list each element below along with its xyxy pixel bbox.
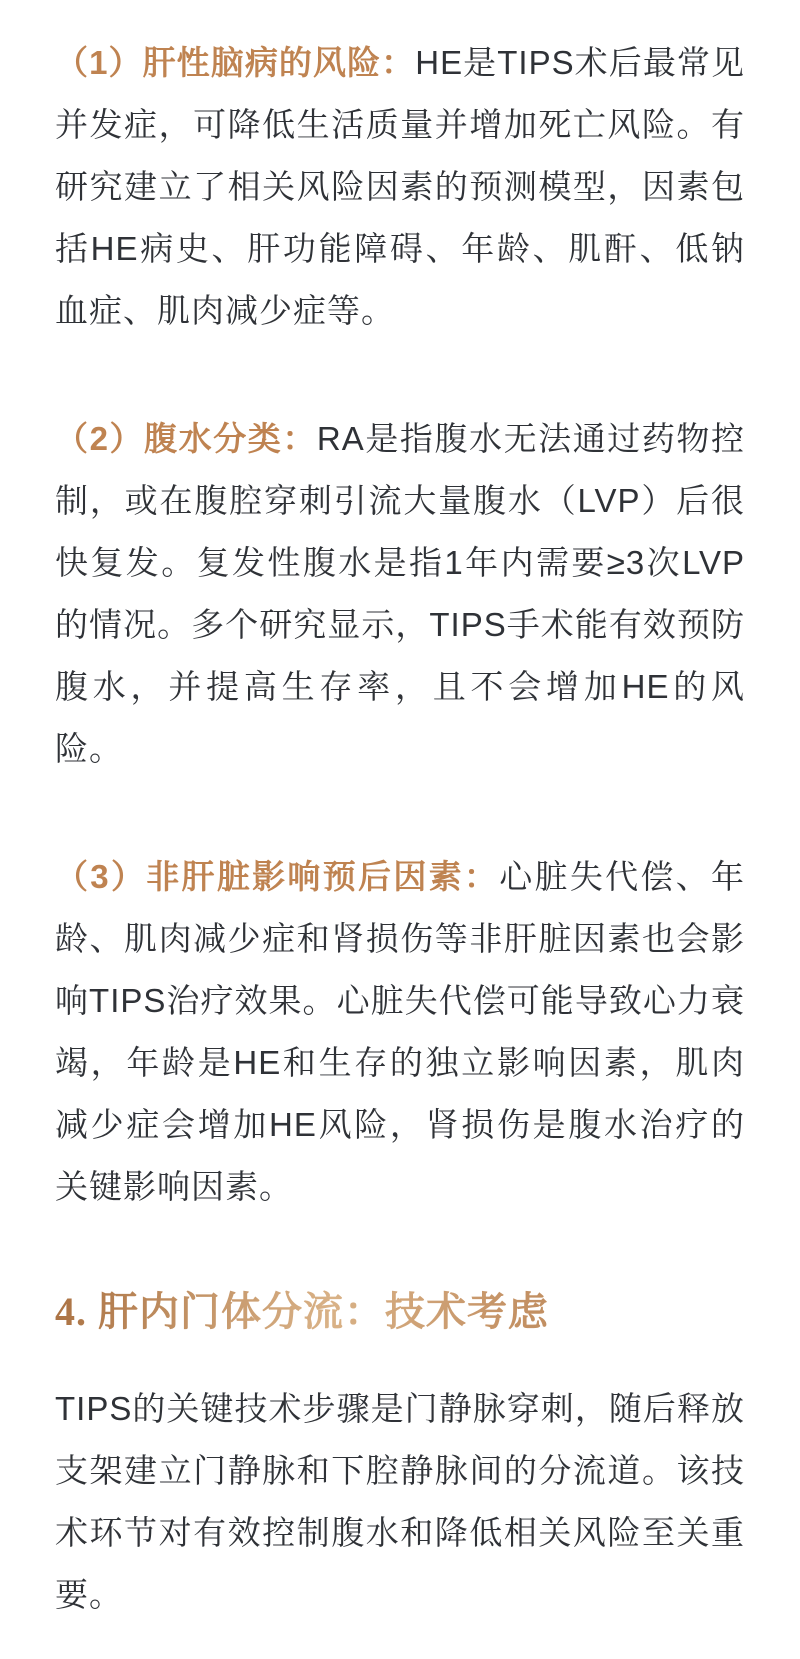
- paragraph-non-liver-factors: [55, 846, 745, 1218]
- paragraph-ascites-classification-lead: （2）腹水分类：: [55, 420, 317, 457]
- paragraph-non-liver-factors-lead: （3）非肝脏影响预后因素：: [55, 858, 500, 895]
- section-heading-tips-technical: 4. 肝内门体分流：技术考虑: [55, 1284, 745, 1340]
- paragraph-he-risk-text: HE是TIPS术后最常见并发症，可降低生活质量并增加死亡风险。有研究建立了相关风险因素的预测模型，因素包括HE病史、肝功能障碍、年龄、肌酐、低钠血症、肌肉减少症等。: [55, 44, 745, 329]
- paragraph-he-risk: [55, 32, 745, 342]
- paragraph-ascites-classification-text: RA是指腹水无法通过药物控制，或在腹腔穿刺引流大量腹水（LVP）后很快复发。复发性腹水是指1年内需要≥3次LVP的情况。多个研究显示，TIPS手术能有效预防腹水，并提高生存率，且不会增加HE的风险。: [55, 420, 745, 767]
- paragraph-he-risk-lead: （1）肝性脑病的风险：: [55, 44, 416, 81]
- paragraph-non-liver-factors-text: 心脏失代偿、年龄、肌肉减少症和肾损伤等非肝脏因素也会影响TIPS治疗效果。心脏失代偿可能导致心力衰竭，年龄是HE和生存的独立影响因素，肌肉减少症会增加HE风险，肾损伤是腹水治疗的关键影响因素。: [55, 858, 745, 1205]
- paragraph-tips-technique: TIPS的关键技术步骤是门静脉穿刺，随后释放支架建立门静脉和下腔静脉间的分流道。该技术环节对有效控制腹水和降低相关风险至关重要。: [55, 1390, 745, 1613]
- paragraph-ascites-classification: [55, 408, 745, 780]
